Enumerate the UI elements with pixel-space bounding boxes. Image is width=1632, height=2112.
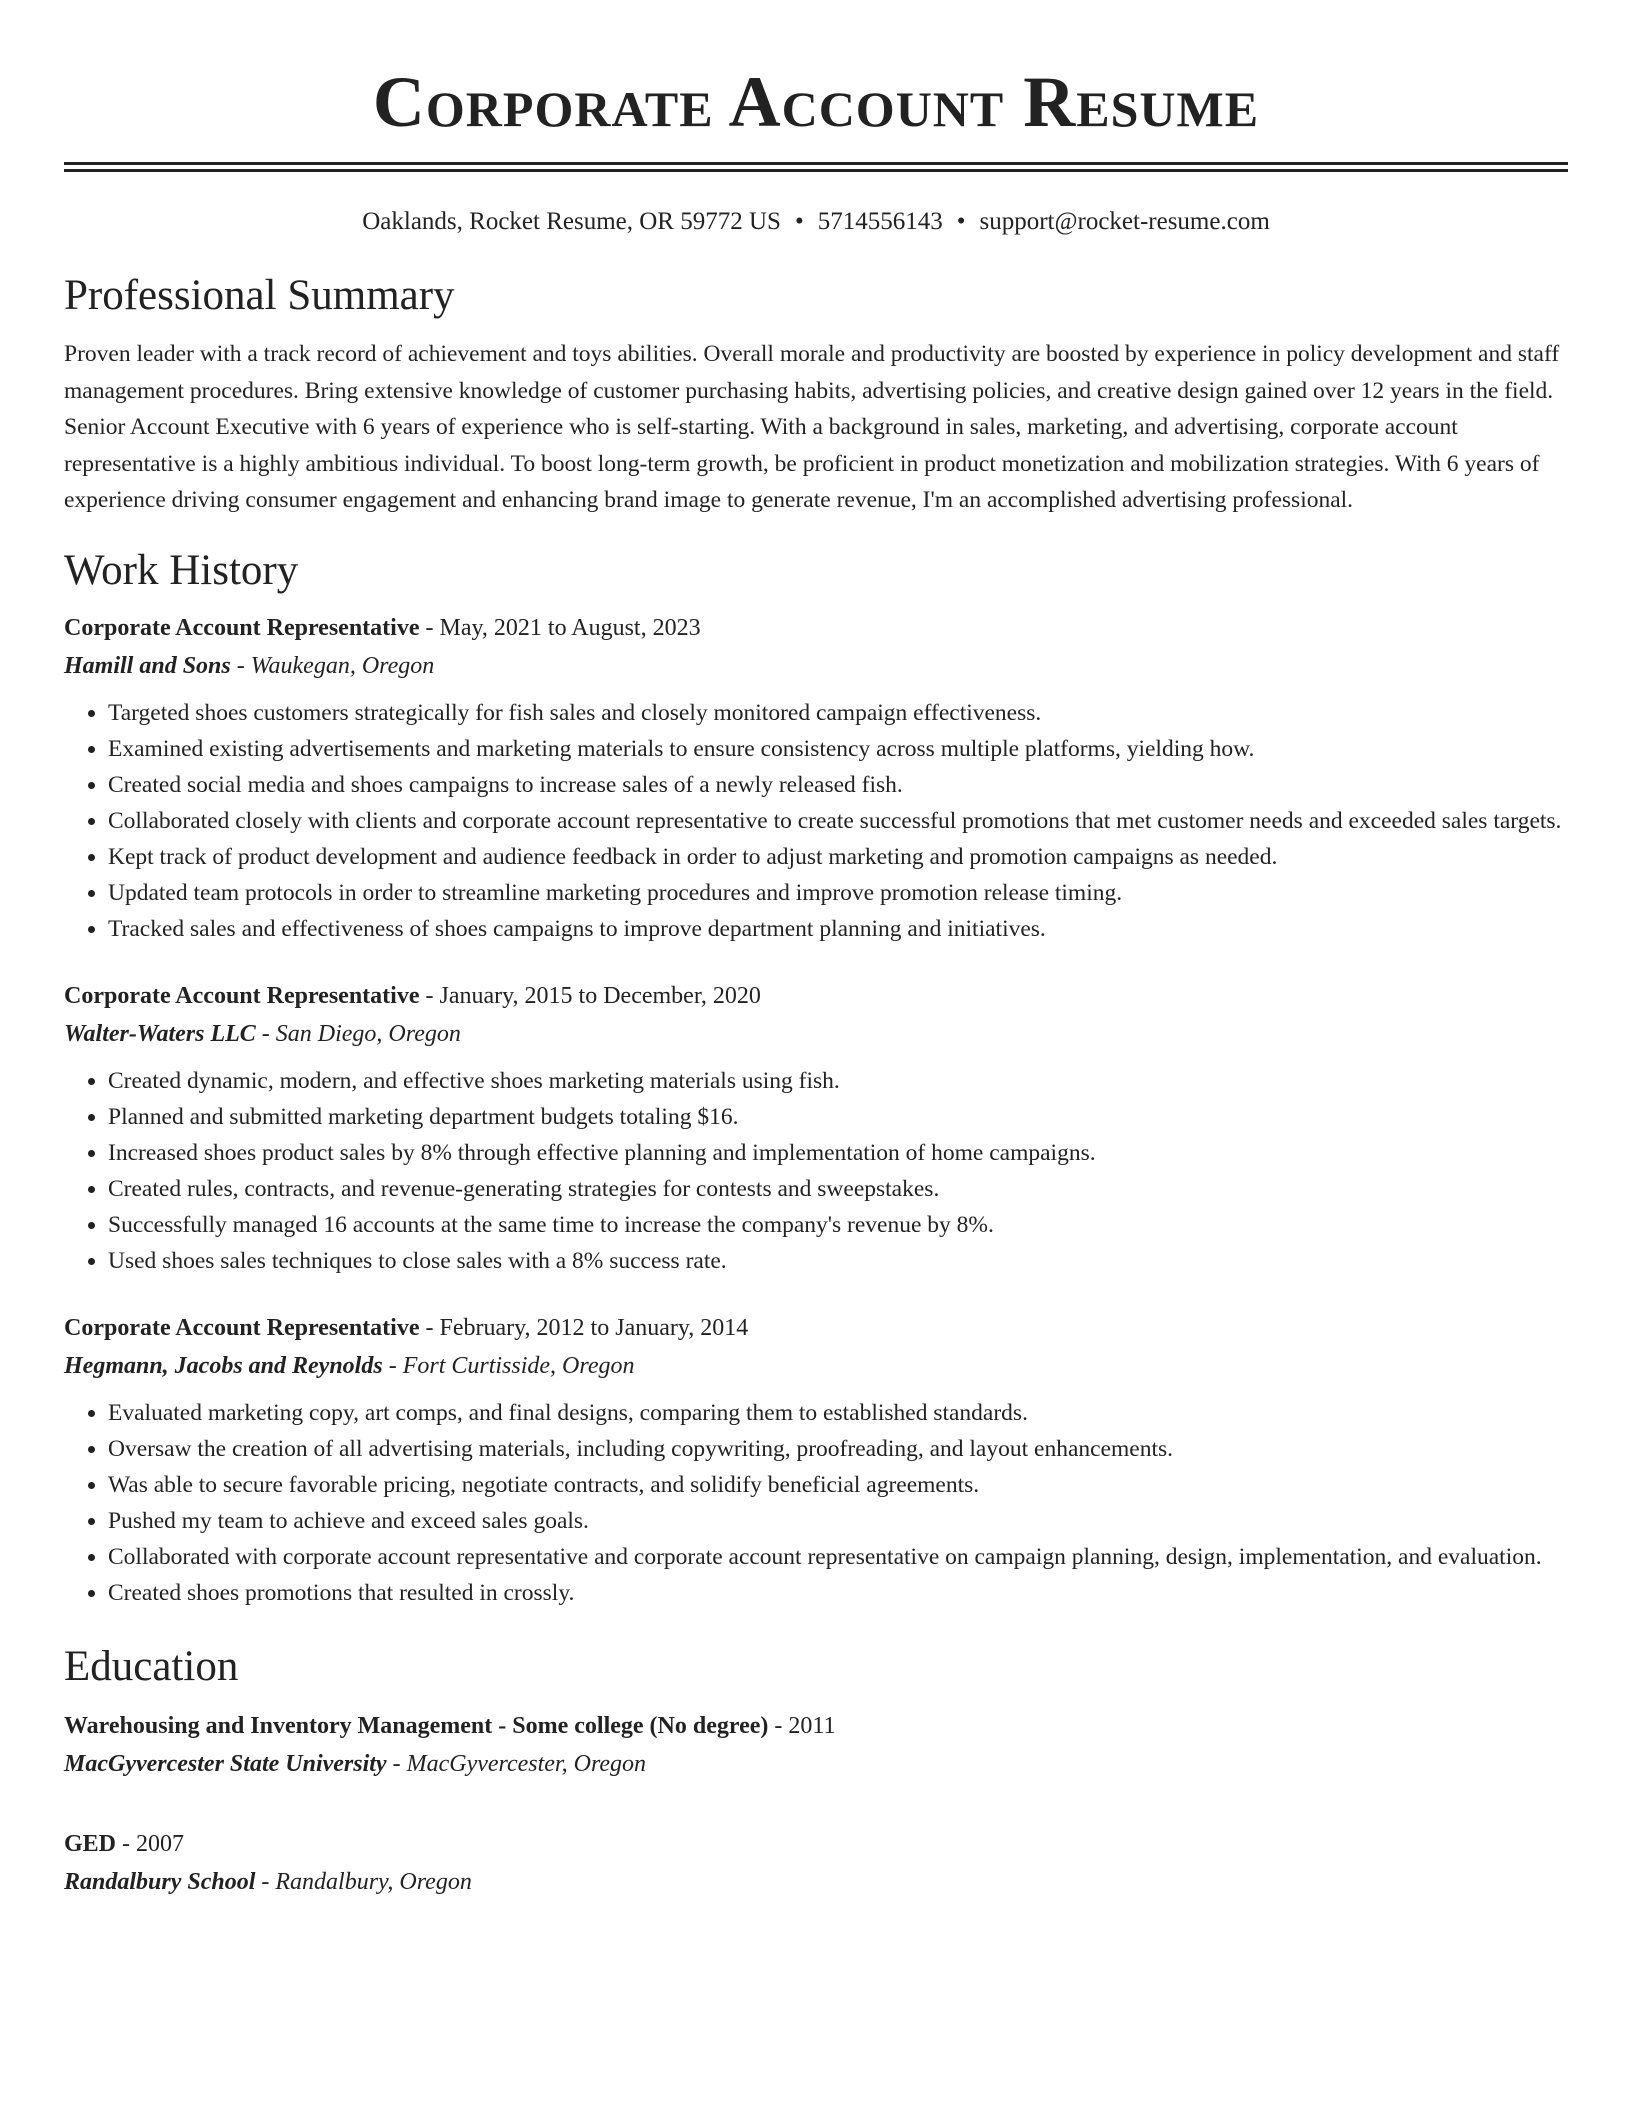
list-item: • Examined existing advertisements and marketing materials to ensure consistency across multiple platforms, yielding how. <box>108 731 1568 767</box>
school-line <box>64 1745 1568 1783</box>
separator-dot: • <box>956 208 966 235</box>
job-entry <box>64 1309 1568 1611</box>
job-entry <box>64 977 1568 1279</box>
resume-title: Corporate Account Resume <box>372 62 1260 142</box>
contact-phone: 5714556143 <box>817 208 943 235</box>
school-name: Randalbury School <box>64 1868 256 1895</box>
school-location: - MacGyvercester, Oregon <box>386 1750 647 1777</box>
list-item: • Pushed my team to achieve and exceed sales goals. <box>108 1503 1568 1539</box>
company-location: - Waukegan, Oregon <box>230 652 435 679</box>
title-double-rule <box>64 162 1568 172</box>
company-name: Hamill and Sons <box>64 652 231 679</box>
job-title-line <box>64 977 1568 1015</box>
list-item: • Was able to secure favorable pricing, negotiate contracts, and solidify beneficial agreements. <box>108 1467 1568 1503</box>
company-line <box>64 1347 1568 1385</box>
job-bullets <box>64 1395 1568 1611</box>
list-item: • Collaborated with corporate account representative and corporate account representative on campaign planning, design, implementation, and evaluation. <box>108 1539 1568 1575</box>
education-entry <box>64 1707 1568 1783</box>
list-item: • Kept track of product development and audience feedback in order to adjust marketing and promotion campaigns as needed. <box>108 839 1568 875</box>
resume-page <box>64 0 1568 1901</box>
contact-line <box>64 206 1568 238</box>
work-history-heading: Work History <box>64 546 299 594</box>
degree-line <box>64 1825 1568 1863</box>
list-item: • Tracked sales and effectiveness of shoes campaigns to improve department planning and initiatives. <box>108 911 1568 947</box>
job-entry <box>64 609 1568 947</box>
job-title-line <box>64 609 1568 647</box>
list-item: • Evaluated marketing copy, art comps, and final designs, comparing them to established standards. <box>108 1395 1568 1431</box>
list-item: • Updated team protocols in order to streamline marketing procedures and improve promotion release timing. <box>108 875 1568 911</box>
education-heading: Education <box>64 1642 239 1690</box>
list-item: • Increased shoes product sales by 8% through effective planning and implementation of home campaigns. <box>108 1135 1568 1171</box>
list-item: • Created shoes promotions that resulted in crossly. <box>108 1575 1568 1611</box>
summary-heading: Professional Summary <box>64 272 455 319</box>
company-location: - San Diego, Oregon <box>255 1020 461 1047</box>
degree: Warehousing and Inventory Management - Some college (No degree) <box>64 1712 769 1739</box>
school-location: - Randalbury, Oregon <box>255 1868 472 1895</box>
degree: GED <box>64 1830 117 1857</box>
school-name: MacGyvercester State University <box>64 1750 387 1777</box>
company-name: Walter-Waters LLC <box>64 1020 256 1047</box>
job-dates: - February, 2012 to January, 2014 <box>419 1314 749 1341</box>
list-item: • Targeted shoes customers strategically for fish sales and closely monitored campaign effectiveness. <box>108 695 1568 731</box>
summary-text: Proven leader with a track record of achievement and toys abilities. Overall morale and productivity are boosted by experience in policy development and staff management procedures. Bring extensive knowledge of customer purchasing habits, advertising policies, and creative design gained over 12 years in the field. Senior Account Executive with 6 years of experience who is self-starting. With a background in sales, marketing, and advertising, corporate account representative is a highly ambitious individual. To boost long-term growth, be proficient in product monetization and mobilization strategies. With 6 years of experience driving consumer engagement and enhancing brand image to generate revenue, I'm an accomplished advertising professional. <box>64 341 1560 513</box>
job-dates: - May, 2021 to August, 2023 <box>419 614 701 641</box>
job-title: Corporate Account Representative <box>64 614 420 641</box>
job-title-line <box>64 1309 1568 1347</box>
list-item: • Planned and submitted marketing department budgets totaling $16. <box>108 1099 1568 1135</box>
job-title: Corporate Account Representative <box>64 1314 420 1341</box>
company-name: Hegmann, Jacobs and Reynolds <box>64 1352 383 1379</box>
education-entry <box>64 1825 1568 1901</box>
company-location: - Fort Curtisside, Oregon <box>382 1352 635 1379</box>
list-item: • Created dynamic, modern, and effective shoes marketing materials using fish. <box>108 1063 1568 1099</box>
job-title: Corporate Account Representative <box>64 982 420 1009</box>
degree-line <box>64 1707 1568 1745</box>
job-bullets <box>64 1063 1568 1279</box>
degree-year: - 2007 <box>116 1830 185 1857</box>
job-bullets <box>64 695 1568 947</box>
list-item: • Oversaw the creation of all advertising materials, including copywriting, proofreading, and layout enhancements. <box>108 1431 1568 1467</box>
job-dates: - January, 2015 to December, 2020 <box>419 982 761 1009</box>
list-item: • Created social media and shoes campaigns to increase sales of a newly released fish. <box>108 767 1568 803</box>
company-line <box>64 647 1568 685</box>
separator-dot: • <box>794 208 804 235</box>
company-line <box>64 1015 1568 1053</box>
degree-year: - 2011 <box>768 1712 836 1739</box>
list-item: • Successfully managed 16 accounts at the same time to increase the company's revenue by 8%. <box>108 1207 1568 1243</box>
school-line <box>64 1863 1568 1901</box>
contact-address: Oaklands, Rocket Resume, OR 59772 US <box>362 208 781 235</box>
contact-email: support@rocket-resume.com <box>979 208 1270 235</box>
list-item: • Created rules, contracts, and revenue-generating strategies for contests and sweepstakes. <box>108 1171 1568 1207</box>
list-item: • Used shoes sales techniques to close sales with a 8% success rate. <box>108 1243 1568 1279</box>
list-item: • Collaborated closely with clients and corporate account representative to create successful promotions that met customer needs and exceeded sales targets. <box>108 803 1568 839</box>
